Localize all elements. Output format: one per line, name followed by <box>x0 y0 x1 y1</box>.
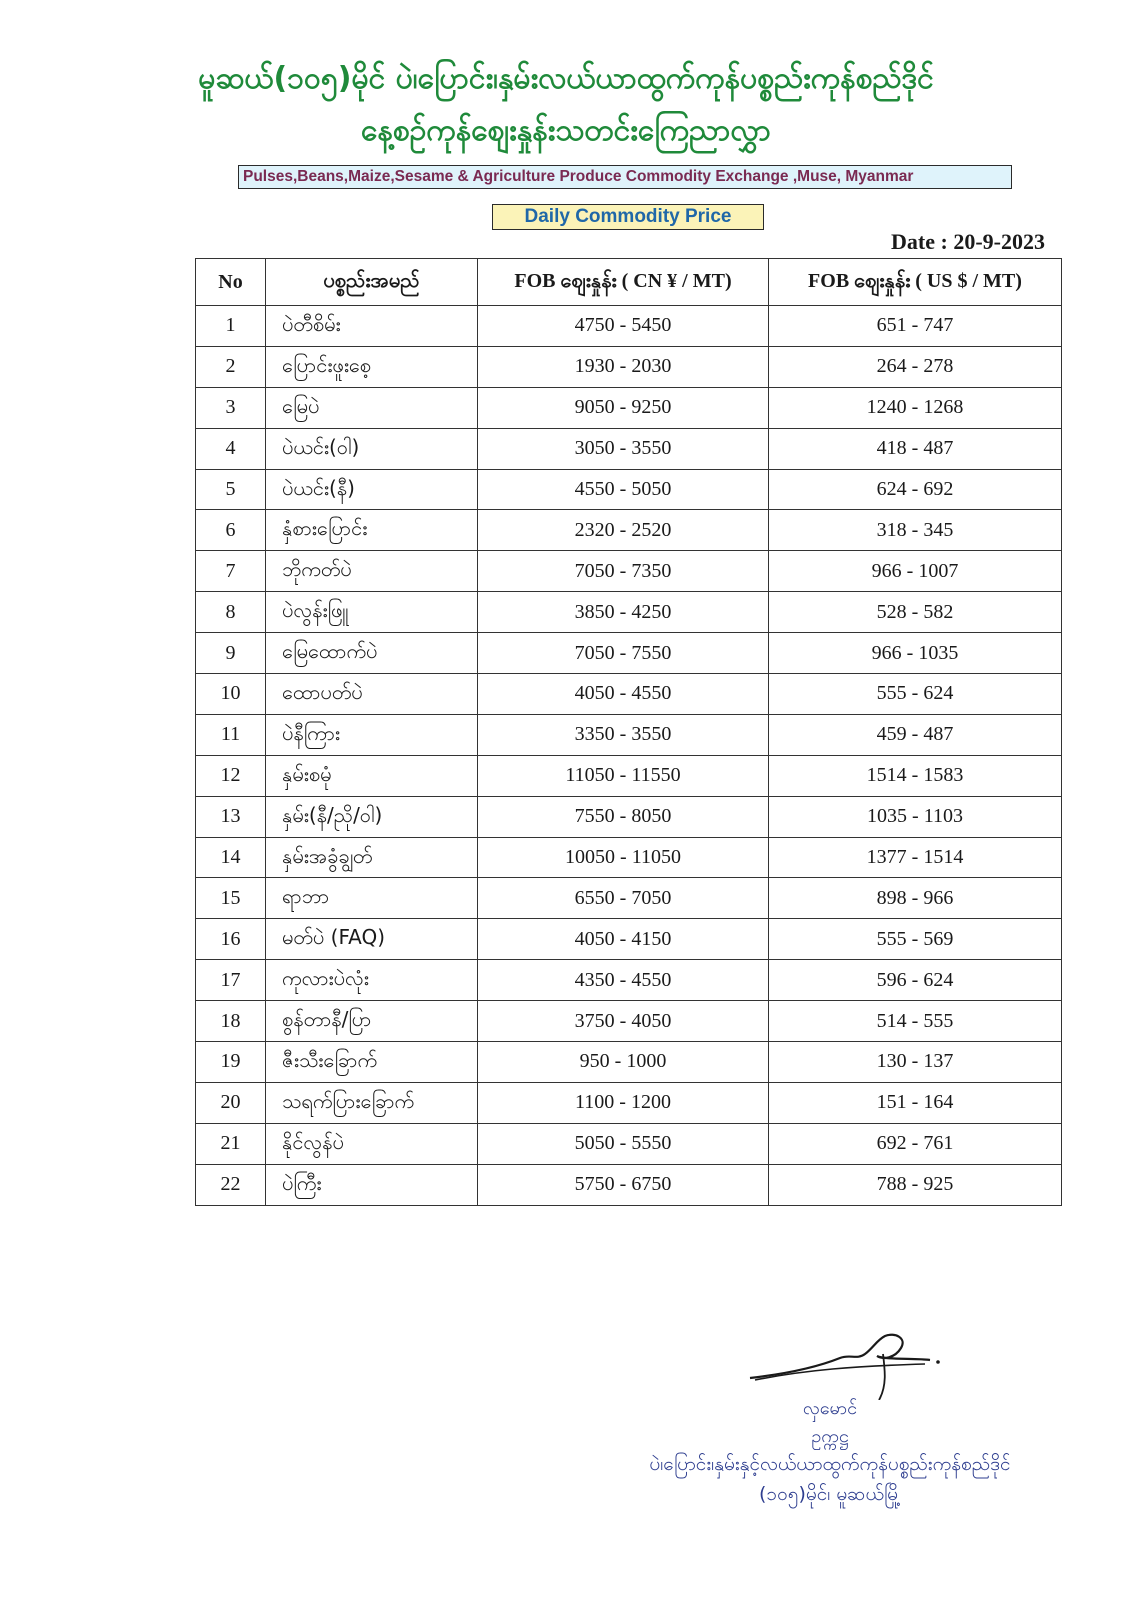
table-row <box>196 306 1062 347</box>
row-number: 14 <box>196 837 266 878</box>
item-name: သရက်ပြားခြောက် <box>266 1082 478 1123</box>
price-cny: 7550 - 8050 <box>478 796 769 837</box>
price-usd: 514 - 555 <box>769 1001 1062 1042</box>
signatory-title: ဥက္ကဋ္ဌ <box>811 1426 849 1447</box>
row-number: 16 <box>196 919 266 960</box>
price-cny: 7050 - 7550 <box>478 633 769 674</box>
item-name: နှမ်း(နီ/ညို/ဝါ) <box>266 796 478 837</box>
item-name: ပဲကြီး <box>266 1164 478 1205</box>
english-name-banner: Pulses,Beans,Maize,Sesame & Agriculture Produce Commodity Exchange ,Muse, Myanmar <box>238 165 1012 189</box>
row-number: 13 <box>196 796 266 837</box>
price-usd: 555 - 569 <box>769 919 1062 960</box>
item-name: နိုင်လွန်ပဲ <box>266 1123 478 1164</box>
price-cny: 4050 - 4550 <box>478 674 769 715</box>
table-row <box>196 1001 1062 1042</box>
price-usd: 264 - 278 <box>769 346 1062 387</box>
table-row <box>196 1123 1062 1164</box>
table-row <box>196 428 1062 469</box>
price-cny: 1930 - 2030 <box>478 346 769 387</box>
item-name: မြေထောက်ပဲ <box>266 633 478 674</box>
item-name: ကုလားပဲလုံး <box>266 960 478 1001</box>
header-fob-cny: FOB စျေးနှုန်း ( CN ¥ / MT) <box>478 259 769 306</box>
row-number: 15 <box>196 878 266 919</box>
header-item-name: ပစ္စည်းအမည် <box>266 259 478 306</box>
price-cny: 3850 - 4250 <box>478 592 769 633</box>
price-cny: 2320 - 2520 <box>478 510 769 551</box>
price-usd: 624 - 692 <box>769 469 1062 510</box>
item-name: မတ်ပဲ (FAQ) <box>266 919 478 960</box>
title-line-2: နေ့စဉ်ကုန်စျေးနှုန်းသတင်းကြေညာလွှာ <box>361 113 771 148</box>
header-fob-usd: FOB စျေးနှုန်း ( US $ / MT) <box>769 259 1062 306</box>
price-cny: 9050 - 9250 <box>478 387 769 428</box>
table-body <box>196 306 1062 1206</box>
table-row <box>196 1082 1062 1123</box>
price-usd: 1240 - 1268 <box>769 387 1062 428</box>
price-table <box>195 258 1062 1206</box>
row-number: 2 <box>196 346 266 387</box>
report-date: Date : 20-9-2023 <box>891 229 1045 254</box>
row-number: 17 <box>196 960 266 1001</box>
price-usd: 1377 - 1514 <box>769 837 1062 878</box>
price-usd: 528 - 582 <box>769 592 1062 633</box>
signatory-organization: ပဲ၊ပြောင်း၊နှမ်းနှင့်လယ်ယာထွက်ကုန်ပစ္စည်းကုန်စည်ဒိုင် <box>649 1453 1011 1475</box>
price-cny: 4550 - 5050 <box>478 469 769 510</box>
price-cny: 3750 - 4050 <box>478 1001 769 1042</box>
price-usd: 788 - 925 <box>769 1164 1062 1205</box>
item-name: မြေပဲ <box>266 387 478 428</box>
table-row <box>196 674 1062 715</box>
price-usd: 151 - 164 <box>769 1082 1062 1123</box>
row-number: 22 <box>196 1164 266 1205</box>
row-number: 12 <box>196 755 266 796</box>
table-row <box>196 1042 1062 1083</box>
row-number: 1 <box>196 306 266 347</box>
item-name: ဇီးသီးခြောက် <box>266 1042 478 1083</box>
price-cny: 950 - 1000 <box>478 1042 769 1083</box>
row-number: 4 <box>196 428 266 469</box>
price-usd: 555 - 624 <box>769 674 1062 715</box>
table-row <box>196 960 1062 1001</box>
header-no: No <box>196 259 266 306</box>
item-name: ပြောင်းဖူးစေ့ <box>266 346 478 387</box>
row-number: 5 <box>196 469 266 510</box>
table-row <box>196 755 1062 796</box>
item-name: စွန်တာနီ/ပြာ <box>266 1001 478 1042</box>
price-cny: 11050 - 11550 <box>478 755 769 796</box>
table-row <box>196 633 1062 674</box>
price-cny: 4350 - 4550 <box>478 960 769 1001</box>
price-usd: 459 - 487 <box>769 714 1062 755</box>
row-number: 3 <box>196 387 266 428</box>
price-usd: 898 - 966 <box>769 878 1062 919</box>
item-name: ရာဘာ <box>266 878 478 919</box>
table-row <box>196 510 1062 551</box>
price-usd: 651 - 747 <box>769 306 1062 347</box>
row-number: 8 <box>196 592 266 633</box>
signatory-name: လှမောင် <box>802 1398 858 1419</box>
item-name: နှမ်းစမုံ <box>266 755 478 796</box>
table-row <box>196 796 1062 837</box>
item-name: ဘိုကတ်ပဲ <box>266 551 478 592</box>
price-cny: 4750 - 5450 <box>478 306 769 347</box>
row-number: 21 <box>196 1123 266 1164</box>
price-cny: 1100 - 1200 <box>478 1082 769 1123</box>
price-cny: 4050 - 4150 <box>478 919 769 960</box>
price-cny: 3350 - 3550 <box>478 714 769 755</box>
price-usd: 596 - 624 <box>769 960 1062 1001</box>
table-row <box>196 919 1062 960</box>
table-row <box>196 346 1062 387</box>
price-usd: 966 - 1035 <box>769 633 1062 674</box>
table-row <box>196 551 1062 592</box>
row-number: 10 <box>196 674 266 715</box>
item-name: ပဲနီကြား <box>266 714 478 755</box>
row-number: 20 <box>196 1082 266 1123</box>
price-usd: 1514 - 1583 <box>769 755 1062 796</box>
table-row <box>196 878 1062 919</box>
row-number: 9 <box>196 633 266 674</box>
price-usd: 1035 - 1103 <box>769 796 1062 837</box>
price-cny: 5050 - 5550 <box>478 1123 769 1164</box>
item-name: ပဲယင်း(ဝါ) <box>266 428 478 469</box>
row-number: 11 <box>196 714 266 755</box>
row-number: 19 <box>196 1042 266 1083</box>
signatory-location: (၁၀၅)မိုင်၊ မူဆယ်မြို့ <box>759 1483 901 1505</box>
row-number: 6 <box>196 510 266 551</box>
table-row <box>196 714 1062 755</box>
price-usd: 692 - 761 <box>769 1123 1062 1164</box>
item-name: နှံစားပြောင်း <box>266 510 478 551</box>
row-number: 7 <box>196 551 266 592</box>
table-row <box>196 1164 1062 1205</box>
price-cny: 3050 - 3550 <box>478 428 769 469</box>
price-usd: 966 - 1007 <box>769 551 1062 592</box>
item-name: ပဲလွန်းဖြူ <box>266 592 478 633</box>
price-cny: 6550 - 7050 <box>478 878 769 919</box>
price-cny: 7050 - 7350 <box>478 551 769 592</box>
daily-price-label: Daily Commodity Price <box>492 204 764 230</box>
item-name: ပဲယင်း(နီ) <box>266 469 478 510</box>
price-cny: 5750 - 6750 <box>478 1164 769 1205</box>
price-cny: 10050 - 11050 <box>478 837 769 878</box>
price-usd: 130 - 137 <box>769 1042 1062 1083</box>
price-usd: 418 - 487 <box>769 428 1062 469</box>
row-number: 18 <box>196 1001 266 1042</box>
table-row <box>196 469 1062 510</box>
item-name: နှမ်းအခွံချွတ် <box>266 837 478 878</box>
table-row <box>196 592 1062 633</box>
item-name: ထောပတ်ပဲ <box>266 674 478 715</box>
title-line-1: မူဆယ်(၁၀၅)မိုင် ပဲ၊ပြောင်း၊နှမ်းလယ်ယာထွက်ကုန်ပစ္စည်းကုန်စည်ဒိုင် <box>198 61 934 96</box>
table-row <box>196 837 1062 878</box>
item-name: ပဲတီစိမ်း <box>266 306 478 347</box>
signature-mark <box>745 1330 945 1400</box>
table-row <box>196 387 1062 428</box>
table-header-row <box>196 259 1062 306</box>
price-usd: 318 - 345 <box>769 510 1062 551</box>
